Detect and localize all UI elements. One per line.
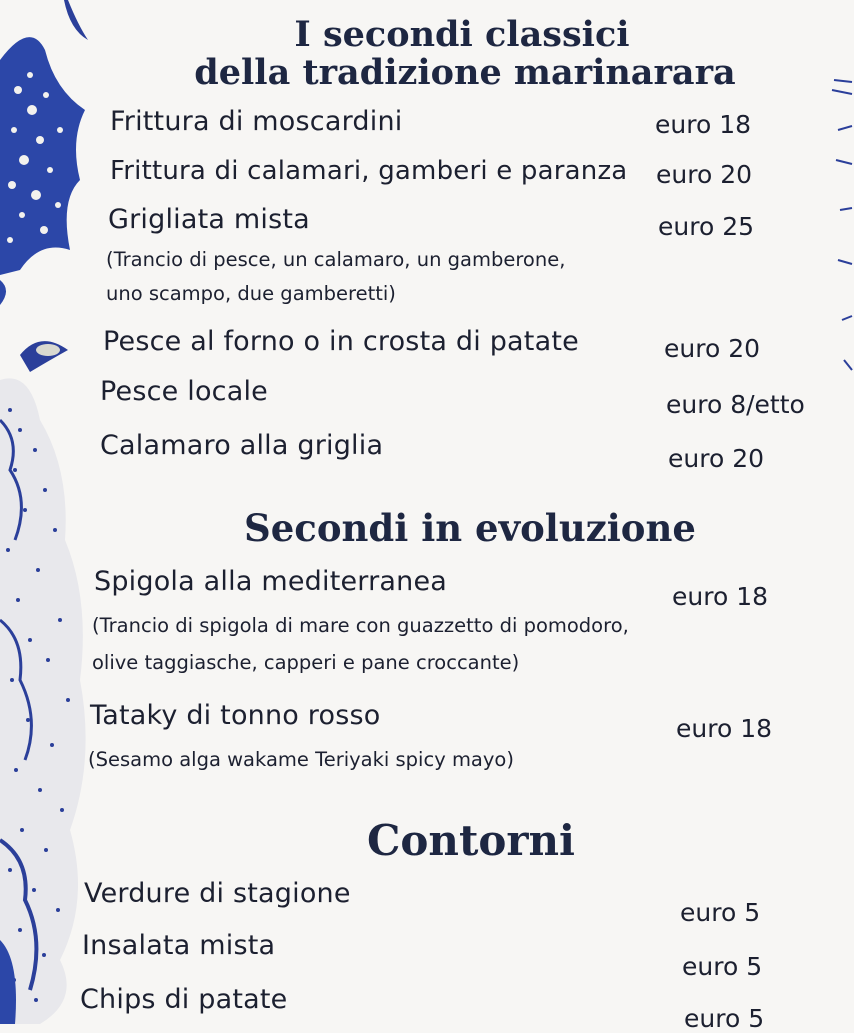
section-title-secondi-classici-line1: I secondi classici [294, 14, 630, 55]
menu-item-price: euro 25 [658, 212, 755, 241]
menu-item-description: (Sesamo alga wakame Teriyaki spicy mayo) [88, 748, 514, 771]
right-edge-decoration [824, 60, 854, 460]
menu-item-name: Insalata mista [82, 930, 276, 961]
menu-item-price: euro 20 [668, 444, 765, 473]
section-title-contorni: Contorni [366, 816, 575, 865]
menu-item-name: Verdure di stagione [84, 878, 351, 909]
menu-item-name: Chips di patate [80, 984, 288, 1015]
menu-item-name: Grigliata mista [108, 204, 310, 235]
menu-item-description: uno scampo, due gamberetti) [106, 282, 396, 305]
menu-item-name: Frittura di calamari, gamberi e paranza [110, 156, 628, 186]
menu-item-price: euro 5 [680, 898, 761, 927]
menu-item-name: Frittura di moscardini [110, 106, 403, 137]
menu-item-name: Spigola alla mediterranea [94, 566, 448, 597]
menu-item-price: euro 8/etto [666, 390, 805, 419]
menu-item-description: (Trancio di pesce, un calamaro, un gamberone, [106, 248, 566, 271]
menu-item-price: euro 18 [672, 582, 769, 611]
menu-item-description: (Trancio di spigola di mare con guazzetto di pomodoro, [92, 614, 629, 637]
menu-item-price: euro 18 [676, 714, 773, 743]
menu-item-description: olive taggiasche, capperi e pane croccante) [92, 651, 520, 674]
menu-item-price: euro 20 [664, 334, 761, 363]
section-title-secondi-classici-line2: della tradizione marinarara [194, 52, 736, 93]
menu-item-price: euro 18 [655, 110, 752, 139]
menu-item-name: Tataky di tonno rosso [90, 700, 381, 731]
section-title-secondi-in-evoluzione: Secondi in evoluzione [244, 506, 696, 550]
menu-item-name: Calamaro alla griglia [100, 430, 384, 461]
menu-item-price: euro 5 [684, 1004, 765, 1033]
menu-item-price: euro 5 [682, 952, 763, 981]
menu-item-price: euro 20 [656, 160, 753, 189]
menu-item-name: Pesce al forno o in crosta di patate [103, 326, 579, 357]
menu-item-name: Pesce locale [100, 376, 268, 407]
